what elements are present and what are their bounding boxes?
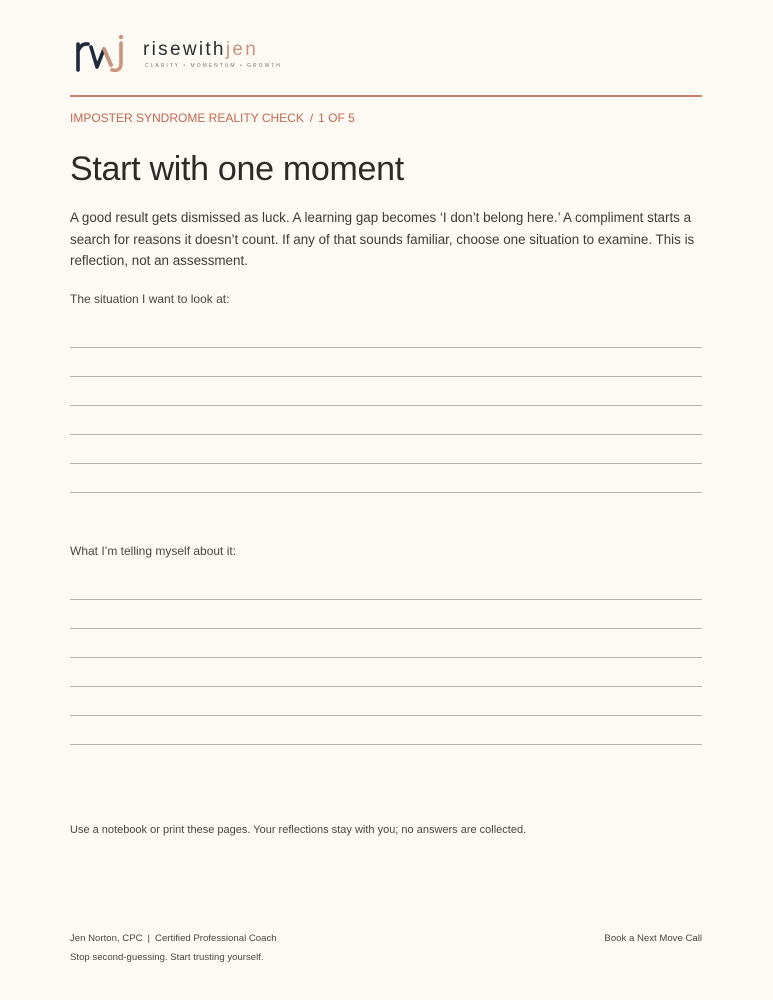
situation-writing-lines[interactable] bbox=[70, 319, 702, 493]
self-talk-writing-lines[interactable] bbox=[70, 571, 702, 745]
writing-line[interactable] bbox=[70, 348, 702, 377]
footer-divider: | bbox=[147, 933, 151, 944]
writing-line[interactable] bbox=[70, 319, 702, 348]
writing-line[interactable] bbox=[70, 629, 702, 658]
writing-line[interactable] bbox=[70, 464, 702, 493]
prompt-situation-label: The situation I want to look at: bbox=[70, 292, 230, 306]
breadcrumb-separator: / bbox=[309, 111, 314, 125]
writing-line[interactable] bbox=[70, 658, 702, 687]
breadcrumb-section: IMPOSTER SYNDROME REALITY CHECK bbox=[70, 111, 304, 125]
footer-author: Jen Norton, CPC bbox=[70, 933, 143, 944]
brand-wordmark: risewithjen bbox=[143, 39, 259, 60]
writing-line[interactable] bbox=[70, 377, 702, 406]
writing-line[interactable] bbox=[70, 600, 702, 629]
writing-line[interactable] bbox=[70, 716, 702, 745]
breadcrumb-page: 1 OF 5 bbox=[318, 111, 355, 125]
brand-logo bbox=[76, 34, 336, 74]
page-title: Start with one moment bbox=[70, 150, 404, 188]
book-call-link[interactable]: Book a Next Move Call bbox=[604, 933, 702, 944]
privacy-note: Use a notebook or print these pages. Your reflections stay with you; no answers are collected. bbox=[70, 824, 527, 836]
writing-line[interactable] bbox=[70, 406, 702, 435]
footer-role: Certified Professional Coach bbox=[155, 933, 277, 944]
writing-line[interactable] bbox=[70, 687, 702, 716]
footer-credentials bbox=[70, 933, 277, 944]
breadcrumb bbox=[70, 111, 355, 125]
rwj-monogram-icon bbox=[76, 34, 130, 74]
prompt-self-talk-label: What I’m telling myself about it: bbox=[70, 544, 237, 558]
writing-line[interactable] bbox=[70, 571, 702, 600]
header-divider bbox=[70, 95, 702, 97]
worksheet-page bbox=[70, 0, 702, 1000]
intro-paragraph: A good result gets dismissed as luck. A learning gap becomes ‘I don’t belong here.’ A compliment starts a search for reasons it doesn’t count. If any of that sounds familiar, choose one situation to examine. This is reflection, not an assessment. bbox=[70, 210, 695, 268]
writing-line[interactable] bbox=[70, 435, 702, 464]
footer-tagline: Stop second-guessing. Start trusting yourself. bbox=[70, 952, 264, 963]
brand-tagline: CLARITY • MOMENTUM • GROWTH bbox=[145, 63, 282, 69]
